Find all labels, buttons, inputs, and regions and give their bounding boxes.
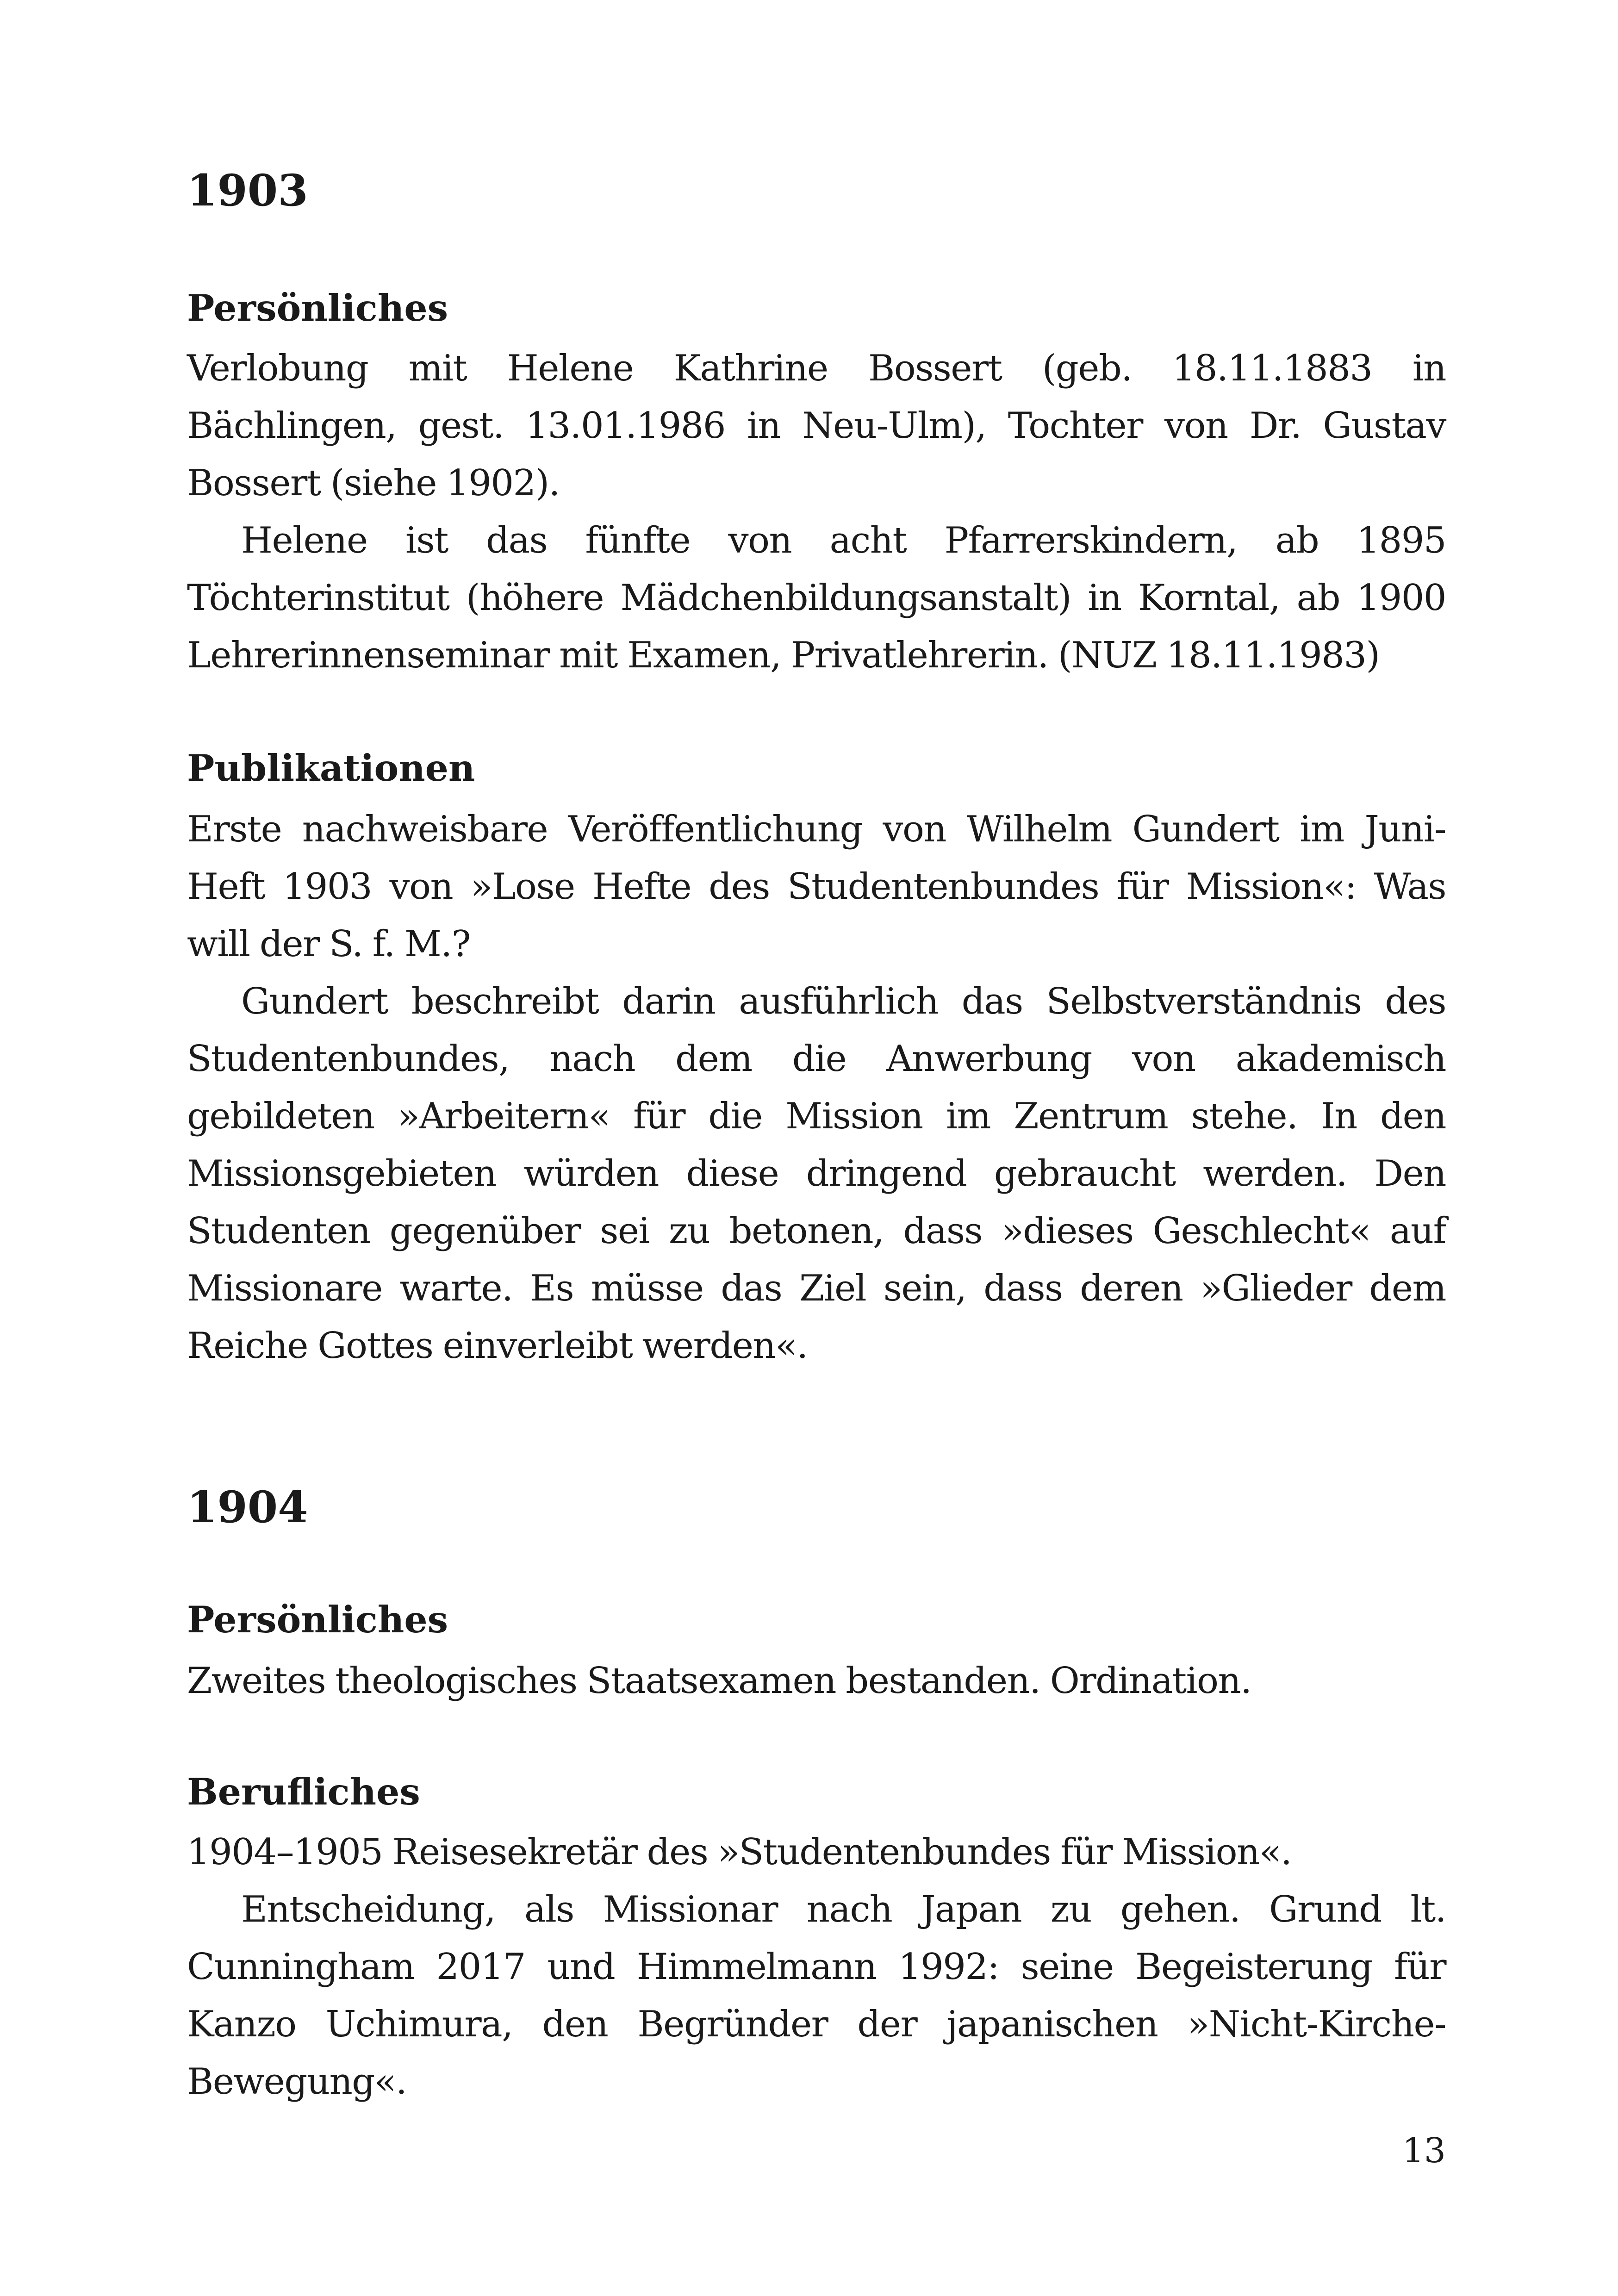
paragraph-gundert-beschreibt: Gundert beschreibt darin ausführlich das Selbstverständnis des Studentenbundes, nach dem die Anwerbung von akademisch gebildeten »Arbeitern« für die Mission im Zentrum stehe. In den Missionsgebieten würden diese dringend gebraucht werden. Den Studenten gegenüber sei zu betonen, dass »dieses Geschlecht« auf Missionare warte. Es müsse das Ziel sein, dass deren »Glieder dem Reiche Gottes einverleibt werden«. bbox=[187, 981, 1446, 1367]
year-heading-1904: 1904 bbox=[187, 1482, 308, 1533]
section-heading-berufliches: Berufliches bbox=[187, 1770, 420, 1813]
year-heading-1903: 1903 bbox=[187, 165, 308, 216]
section-heading-publikationen: Publikationen bbox=[187, 747, 475, 790]
paragraph-helene: Helene ist das fünfte von acht Pfarrerskindern, ab 1895 Töchterinstitut (höhere Mädchenbildungsanstalt) in Korntal, ab 1900 Lehrerinnenseminar mit Examen, Privatlehrerin. (NUZ 18.11.1983) bbox=[187, 520, 1446, 676]
section-heading-persoenliches-1903: Persönliches bbox=[187, 286, 448, 330]
section-heading-persoenliches-1904: Persönliches bbox=[187, 1598, 448, 1641]
paragraph-entscheidung-japan: Entscheidung, als Missionar nach Japan zu gehen. Grund lt. Cunningham 2017 und Himmelmann 1992: seine Begeisterung für Kanzo Uchimura, den Begründer der japanischen »Nicht-Kirche-Bewegung«. bbox=[187, 1889, 1446, 2103]
paragraph-reisesekretaer: 1904–1905 Reisesekretär des »Studentenbundes für Mission«. bbox=[187, 1831, 1292, 1873]
book-page bbox=[187, 0, 1446, 2296]
paragraph-zweites-staatsexamen: Zweites theologisches Staatsexamen bestanden. Ordination. bbox=[187, 1660, 1251, 1702]
paragraph-verlobung: Verlobung mit Helene Kathrine Bossert (geb. 18.11.1883 in Bächlingen, gest. 13.01.1986 in Neu-Ulm), Tochter von Dr. Gustav Bossert (siehe 1902). bbox=[187, 348, 1446, 504]
page-number: 13 bbox=[1402, 2131, 1446, 2171]
paragraph-erste-veroeffentlichung: Erste nachweisbare Veröffentlichung von Wilhelm Gundert im Juni-Heft 1903 von »Lose Hefte des Studentenbundes für Mission«: Was will der S. f. M.? bbox=[187, 809, 1446, 965]
